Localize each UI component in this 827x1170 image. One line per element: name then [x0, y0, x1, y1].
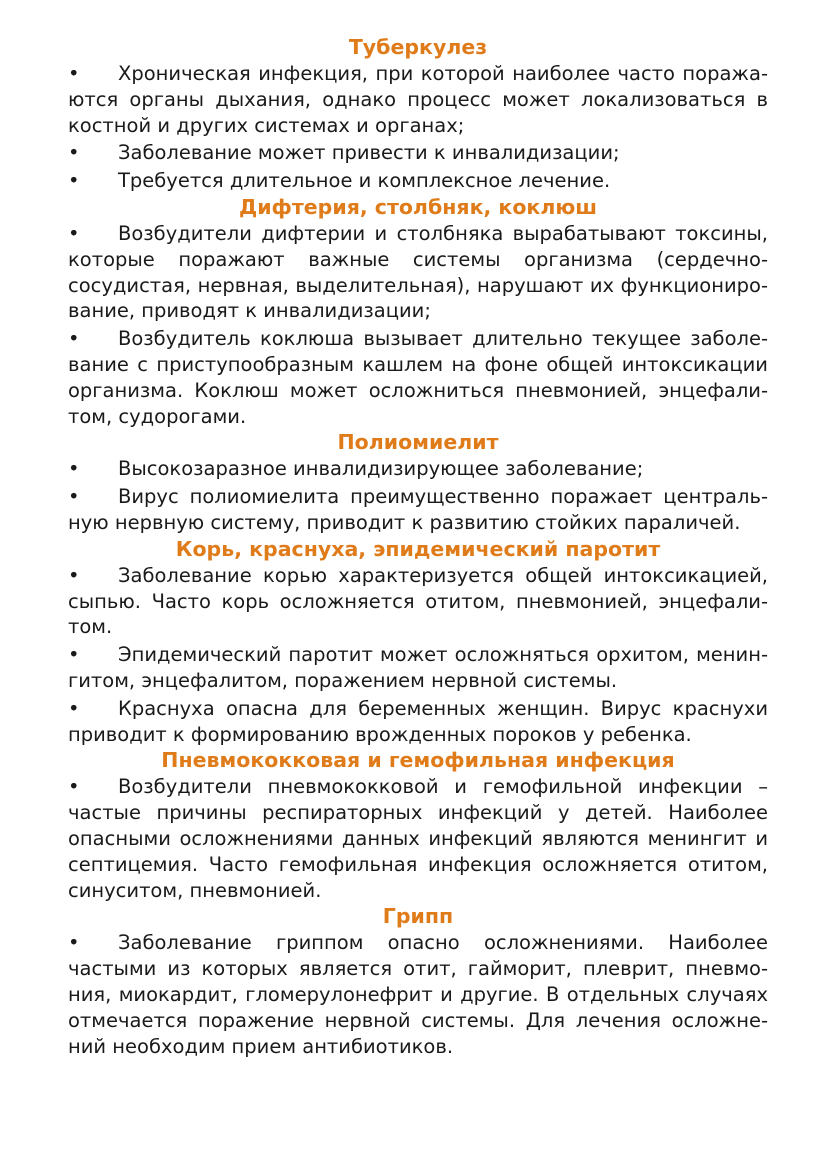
document-page — [68, 34, 768, 1059]
list-item-text: Эпидемический паротит может осложняться орхитом, менин-гитом, энцефалитом, поражением нервной системы. — [68, 643, 768, 692]
section-title-polio: Полиомиелит — [337, 430, 499, 455]
bullet-marker: • — [68, 696, 80, 720]
bullet-marker: • — [68, 327, 80, 351]
list-item-text: Возбудитель коклюша вызывает длительно текущее заболе-вание с приступообразным кашлем на фоне общей интоксикации организма. Коклюш может осложниться пневмонией, энцефали-том, судорогами. — [68, 327, 768, 428]
section-title-measles: Корь, краснуха, эпидемический паротит — [175, 536, 661, 561]
list-item-text: Заболевание гриппом опасно осложнениями. Наиболее частыми из которых является отит, гайморит, плеврит, пневмо-ния, миокардит, гломерулонефрит и другие. В отдельных случаях отмечается поражение нервной системы. Для лечения осложне-ний необходим прием антибиотиков. — [68, 931, 768, 1058]
bullet-marker: • — [68, 485, 80, 509]
bullet-marker: • — [68, 221, 80, 245]
list-item — [68, 326, 768, 429]
list-item-text: Хроническая инфекция, при которой наиболее часто поража-ются органы дыхания, однако процесс может локализоваться в костной и других системах и органах; — [68, 62, 768, 137]
list-item-text: Высокозаразное инвалидизирующее заболевание; — [118, 457, 644, 481]
list-item — [68, 484, 768, 536]
list-item — [68, 642, 768, 694]
bullet-marker: • — [68, 62, 80, 85]
list-item — [68, 774, 768, 903]
list-item — [68, 140, 768, 166]
section-title-pneumococcal: Пневмококковая и гемофильная инфекция — [161, 748, 675, 773]
list-item — [68, 61, 768, 138]
list-item — [68, 456, 768, 482]
bullet-marker: • — [68, 563, 80, 587]
bullet-marker: • — [68, 643, 80, 667]
list-item-text: Заболевание может привести к инвалидизации; — [118, 141, 620, 165]
list-item-text: Заболевание корью характеризуется общей интоксикацией, сыпью. Часто корь осложняется отитом, пневмонией, энцефали-том. — [68, 563, 768, 639]
list-item — [68, 930, 768, 1059]
list-item-text: Вирус полиомиелита преимущественно поражает централь-ную нервную систему, приводит к развитию стойких параличей. — [68, 485, 768, 534]
section-title-influenza: Грипп — [382, 904, 454, 929]
list-item — [68, 563, 768, 640]
bullet-marker: • — [68, 457, 80, 481]
bullet-marker: • — [68, 169, 80, 193]
list-item-text: Требуется длительное и комплексное лечение. — [118, 169, 611, 193]
list-item-text: Краснуха опасна для беременных женщин. Вирус краснухи приводит к формированию врожденных пороков у ребенка. — [68, 696, 768, 746]
list-item-text: Возбудители дифтерии и столбняка вырабатывают токсины, которые поражают важные системы организма (сердечно-сосудистая, нервная, выделительная), нарушают их функциониро-вание, приводят к инвалидизации; — [68, 221, 768, 323]
section-title-tuberculosis: Туберкулез — [348, 35, 488, 59]
bullet-marker: • — [68, 141, 80, 165]
list-item — [68, 168, 768, 194]
list-item — [68, 221, 768, 324]
section-title-diphtheria: Дифтерия, столбняк, коклюш — [238, 194, 598, 219]
bullet-marker: • — [68, 931, 80, 955]
list-item-text: Возбудители пневмококковой и гемофильной инфекции – частые причины респираторных инфекций у детей. Наиболее опасными осложнениями данных инфекций являются менингит и септицемия. Часто гемофильная инфекция осложняется отитом, синуситом, пневмонией. — [68, 775, 768, 902]
list-item — [68, 696, 768, 748]
bullet-marker: • — [68, 775, 80, 799]
